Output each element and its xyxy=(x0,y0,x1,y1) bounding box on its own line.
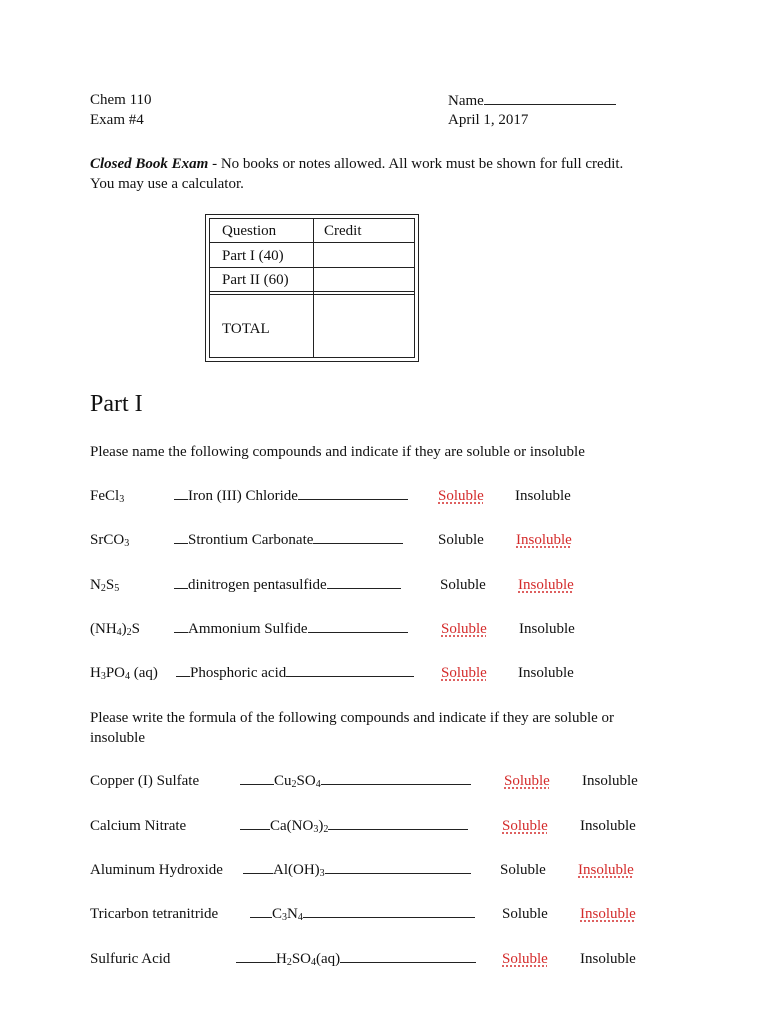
q-answer: dinitrogen pentasulfide xyxy=(174,575,401,595)
soluble-option[interactable]: Soluble xyxy=(441,665,487,681)
insoluble-option[interactable]: Insoluble xyxy=(580,951,636,967)
part-title: Part I xyxy=(90,391,143,417)
prompt-name: Please name the following compounds and indicate if they are soluble or insoluble xyxy=(90,444,585,460)
insoluble-option[interactable]: Insoluble xyxy=(519,621,575,637)
insoluble-option[interactable]: Insoluble xyxy=(582,773,638,789)
q-answer: Ammonium Sulfide xyxy=(174,619,408,639)
insoluble-option[interactable]: Insoluble xyxy=(515,488,571,504)
q-formula: $N_2S_5$ xyxy=(90,577,120,594)
insoluble-option[interactable]: Insoluble xyxy=(578,862,634,878)
soluble-option[interactable]: Soluble xyxy=(504,773,550,789)
name-blank xyxy=(484,90,616,105)
q-answer: $Cu_2SO_4$ xyxy=(240,771,471,791)
q-name: Copper (I) Sulfate xyxy=(90,773,200,789)
soluble-option[interactable]: Soluble xyxy=(502,951,548,967)
prompt-formula: Please write the formula of the following compounds and indicate if they are soluble or insoluble xyxy=(90,710,615,746)
q-name: Aluminum Hydroxide xyxy=(90,862,223,878)
score-row-part2: Part II (60) xyxy=(222,272,289,288)
soluble-option[interactable]: Soluble xyxy=(438,488,484,504)
name-field xyxy=(448,90,616,111)
score-table xyxy=(205,214,419,362)
score-row-part1: Part I (40) xyxy=(222,248,284,264)
q-answer: $C_3N_4$ xyxy=(250,904,475,924)
score-row-total: TOTAL xyxy=(222,321,270,337)
q-answer: $Ca(NO_3)_2$ xyxy=(240,816,468,836)
instructions-bold: Closed Book Exam xyxy=(90,156,209,172)
insoluble-option[interactable]: Insoluble xyxy=(516,532,572,548)
q-name: Sulfuric Acid xyxy=(90,951,171,967)
score-header-question: Question xyxy=(222,223,277,239)
q-name: Tricarbon tetranitride xyxy=(90,906,219,922)
insoluble-option[interactable]: Insoluble xyxy=(580,906,636,922)
name-label: Name xyxy=(448,93,484,109)
q-formula: $(NH_4)_2S$ xyxy=(90,621,141,638)
q-name: Calcium Nitrate xyxy=(90,818,187,834)
q-answer: $Al(OH)_3$ xyxy=(243,860,471,880)
soluble-option[interactable]: Soluble xyxy=(502,906,548,922)
q-answer: $H_2SO_4(aq)$ xyxy=(236,949,476,969)
instructions-text: - No books or notes allowed. All work must be shown for full credit. You may use a calculator. xyxy=(90,156,624,192)
exam-date: April 1, 2017 xyxy=(448,112,529,128)
soluble-option[interactable]: Soluble xyxy=(438,532,484,548)
soluble-option[interactable]: Soluble xyxy=(441,621,487,637)
course-title: Chem 110 xyxy=(90,92,152,108)
soluble-option[interactable]: Soluble xyxy=(440,577,486,593)
q-formula: $H_3PO_4$ (aq) xyxy=(90,665,158,682)
insoluble-option[interactable]: Insoluble xyxy=(518,577,574,593)
instructions xyxy=(90,154,650,194)
exam-number: Exam #4 xyxy=(90,112,144,128)
q-answer: Strontium Carbonate xyxy=(174,530,403,550)
q-answer: Iron (III) Chloride xyxy=(174,486,408,506)
insoluble-option[interactable]: Insoluble xyxy=(518,665,574,681)
insoluble-option[interactable]: Insoluble xyxy=(580,818,636,834)
score-header-credit: Credit xyxy=(324,223,362,239)
q-formula: SrCO$_3$ xyxy=(90,532,130,549)
q-answer: Phosphoric acid xyxy=(176,663,414,683)
soluble-option[interactable]: Soluble xyxy=(502,818,548,834)
q-formula: FeCl$_3$ xyxy=(90,488,125,505)
soluble-option[interactable]: Soluble xyxy=(500,862,546,878)
